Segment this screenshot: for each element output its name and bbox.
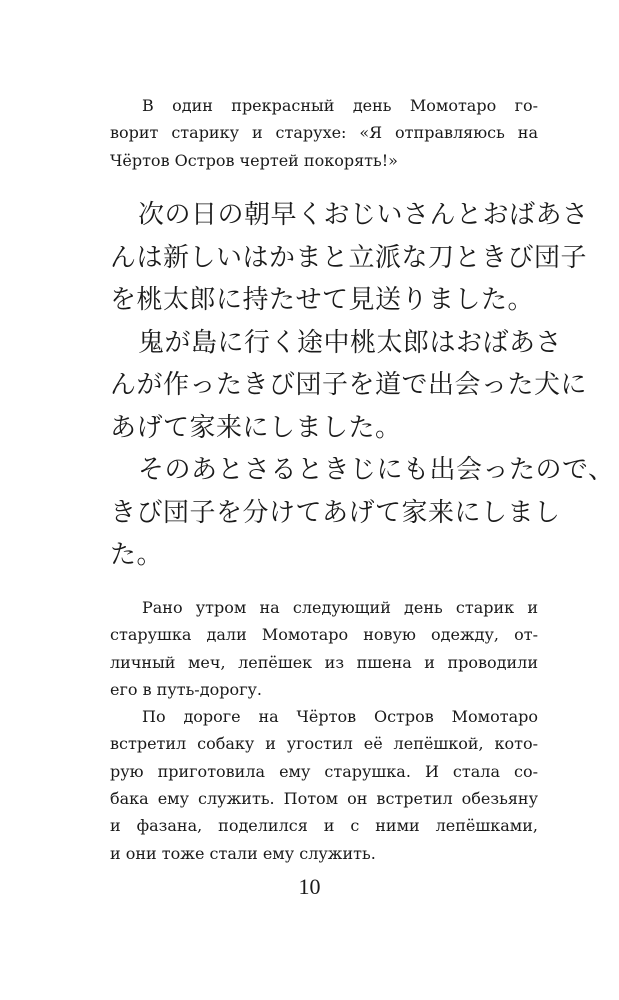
text-line: そのあとさるときじにも出会ったので、 [138, 455, 615, 485]
russian-paragraphs [110, 594, 538, 867]
text-line: あげて家来にしました。 [110, 412, 402, 443]
text-line: По дороге на Чёртов Остров Момотаро [142, 707, 538, 727]
text-line: んは新しいはかまと立派な刀ときび団子 [110, 242, 588, 273]
text-line: た。 [110, 540, 164, 570]
japanese-text [110, 194, 615, 577]
text-line: を桃太郎に持たせて見送りました。 [110, 285, 535, 315]
text-line: личный меч, лепёшек из пшена и проводили [110, 652, 538, 672]
text-line: его в путь-дорогу. [110, 679, 262, 699]
text-line: и они тоже стали ему служить. [110, 843, 376, 863]
text-line: きび団子を分けてあげて家来にしまし [110, 497, 561, 528]
text-line: Рано утром на следующий день старик и [142, 598, 538, 617]
text-line: んが作ったきび団子を道で出会った犬に [110, 370, 588, 400]
text-line: и фазана, поделился и с ними лепёшками, [110, 816, 538, 836]
text-line: бака ему служить. Потом он встретил обезьяну [110, 789, 538, 809]
text-line: 鬼が島に行く途中桃太郎はおばあさ [138, 327, 563, 358]
text-line: В один прекрасный день Момотаро го- [142, 96, 538, 115]
text-line: встретил собаку и угостил её лепёшкой, кото- [110, 734, 538, 754]
text-line: Чёртов Остров чертей покорять!» [110, 150, 398, 170]
page-number: 10 [298, 874, 321, 899]
text-line: ворит старику и старухе: «Я отправляюсь на [110, 123, 538, 143]
text-line: старушка дали Момотаро новую одежду, от- [110, 625, 538, 645]
text-line: 次の日の朝早くおじいさんとおばあさ [138, 200, 589, 230]
text-line: рую приготовила ему старушка. И стала со- [110, 761, 538, 781]
russian-paragraph-intro [110, 92, 538, 174]
